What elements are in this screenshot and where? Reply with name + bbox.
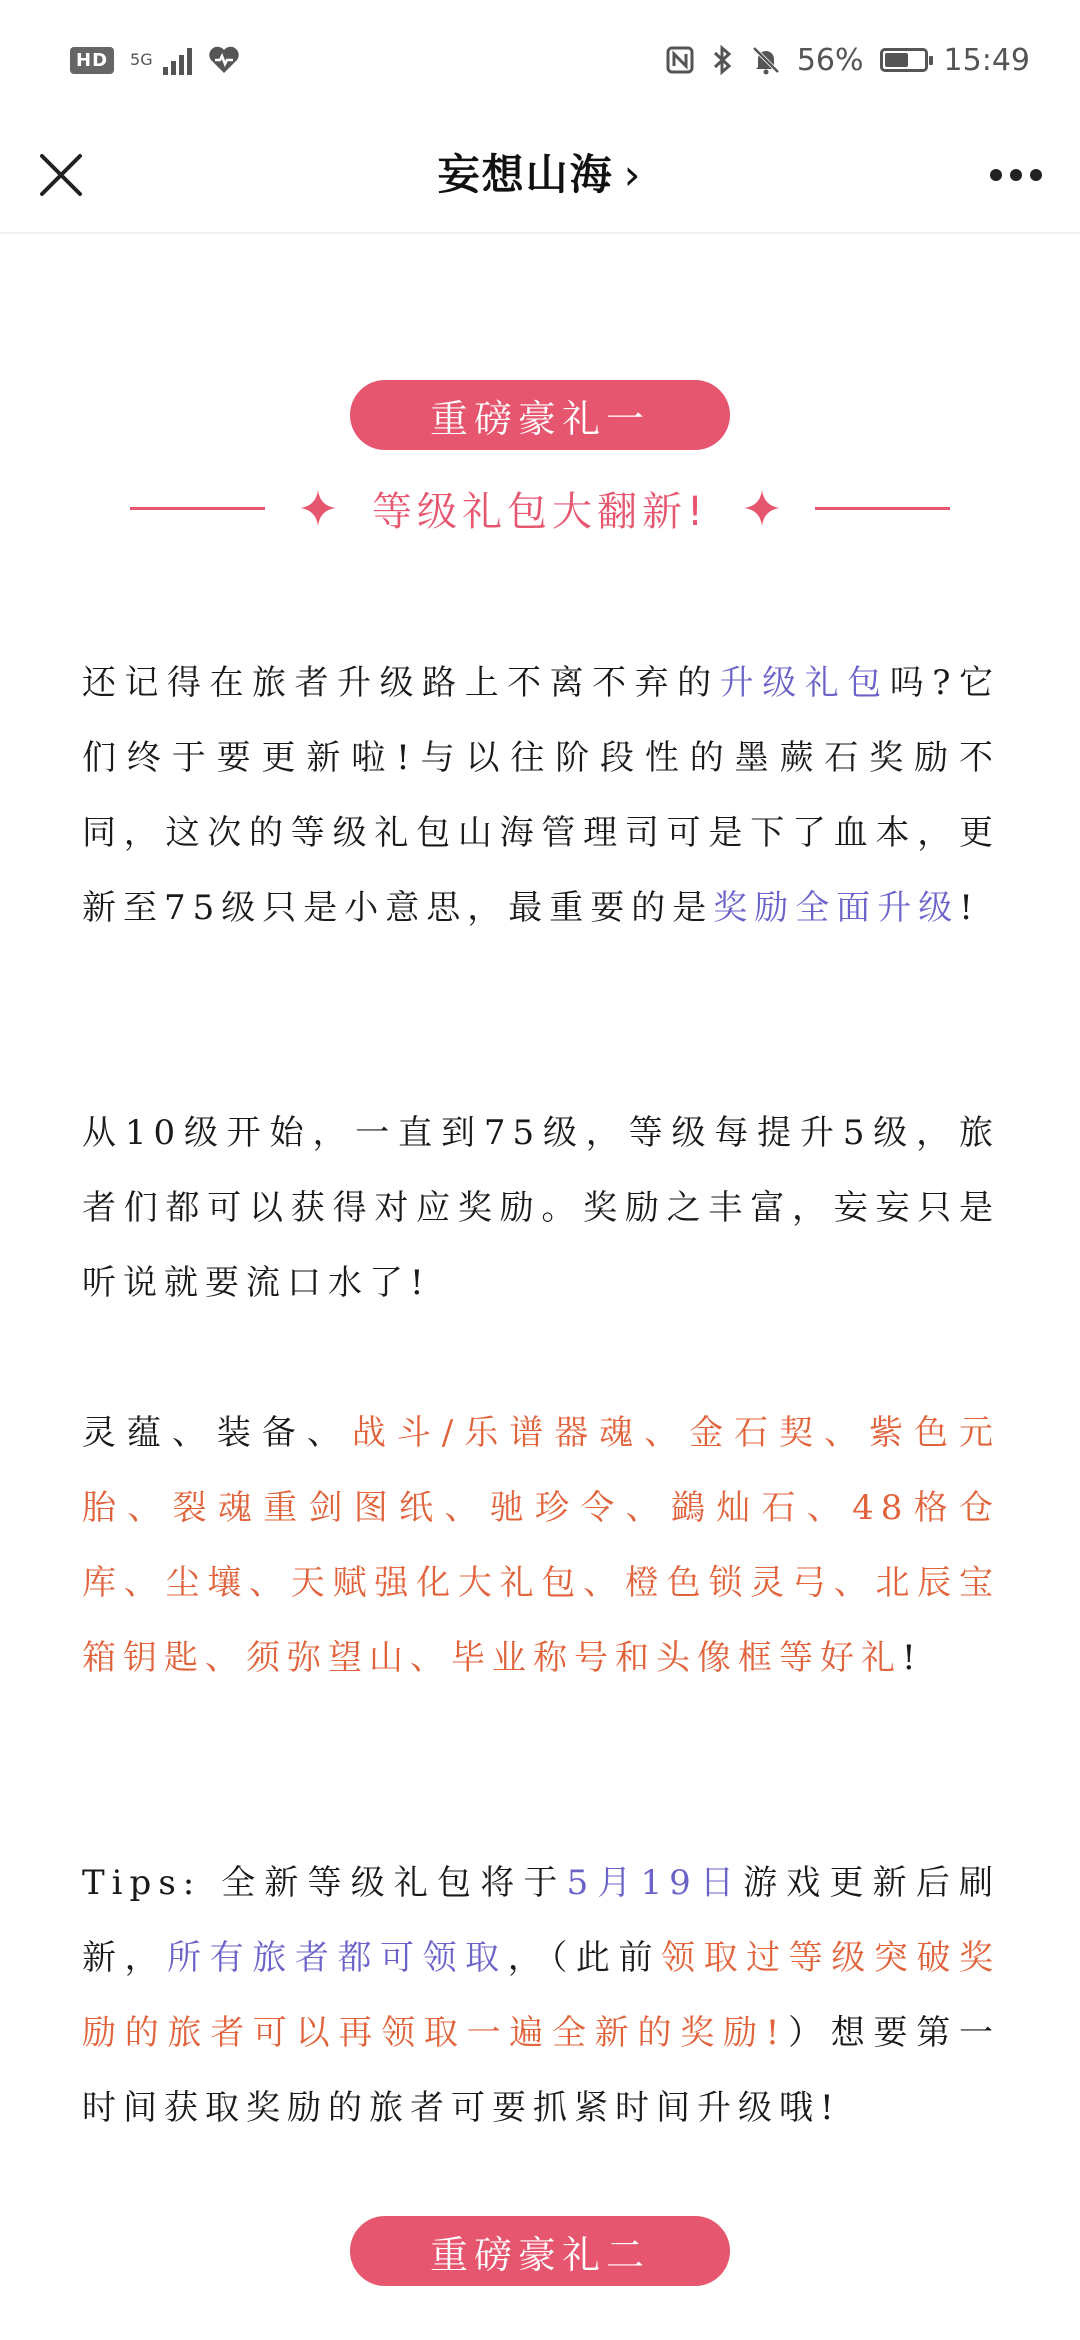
text-run: 吗?它们终于要更新啦!与以往阶段性的墨蕨石奖励不同，这次的等级礼包山海管理司可是下了血本，更新至75级只是小意思，最重要的是 — [82, 663, 1001, 928]
paragraph-4 — [82, 1846, 1000, 2146]
highlight-upgrade-pack: 升级礼包 — [719, 663, 890, 703]
sparkle-icon — [742, 488, 782, 528]
highlight-reclaim-note: 领取过等级突破奖励的旅者可以再领取一遍全新的奖励! — [82, 1938, 1001, 2053]
text-run: Tips: 全新等级礼包将于 — [82, 1863, 567, 1903]
highlight-date: 5月19日 — [566, 1863, 744, 1903]
section-subtitle-row — [130, 478, 950, 538]
text-run: 游戏更新后刷新， — [82, 1863, 1000, 1978]
text-run: 灵蕴、装备、 — [82, 1413, 352, 1453]
paragraph-2: 从10级开始，一直到75级，等级每提升5级，旅者们都可以获得对应奖励。奖励之丰富，妄妄只是听说就要流口水了! — [82, 1113, 1000, 1303]
text-run: 还记得在旅者升级路上不离不弃的 — [82, 663, 720, 703]
highlight-all-players: 所有旅者都可领取 — [167, 1938, 508, 1978]
signal-icon — [163, 45, 192, 75]
text-run: ，（此前 — [507, 1938, 662, 1978]
paragraph-1 — [82, 646, 1000, 946]
battery-icon — [880, 48, 928, 72]
heart-monitor-icon — [208, 45, 240, 75]
chevron-right-icon: › — [623, 150, 643, 199]
highlight-reward-list: 战斗/乐谱器魂、金石契、紫色元胎、裂魂重剑图纸、驰珍令、鷁灿石、48格仓库、尘壤、天赋强化大礼包、橙色锁灵弓、北辰宝箱钥匙、须弥望山、毕业称号和头像框等好礼 — [82, 1413, 1000, 1678]
account-title-link[interactable] — [0, 142, 1080, 202]
divider-line-right — [815, 507, 950, 510]
sparkle-icon — [298, 488, 338, 528]
bluetooth-icon — [711, 44, 735, 76]
nfc-icon — [665, 45, 695, 75]
text-run: ）想要第一时间获取奖励的旅者可要抓紧时间升级哦! — [82, 2013, 1000, 2128]
divider-line-left — [130, 507, 265, 510]
text-run: ! — [959, 888, 980, 928]
clock: 15:49 — [943, 42, 1030, 78]
network-label: 5G — [130, 50, 153, 69]
more-icon[interactable] — [986, 160, 1046, 190]
paragraph-3 — [82, 1396, 1000, 1696]
title-bar — [0, 120, 1080, 234]
highlight-reward-upgrade: 奖励全面升级 — [713, 888, 960, 928]
text-run: ! — [902, 1638, 923, 1678]
bell-muted-icon — [751, 45, 781, 75]
section-pill-1: 重磅豪礼一 — [350, 380, 730, 450]
battery-percent: 56% — [796, 42, 864, 78]
status-left — [70, 45, 240, 75]
status-right — [665, 43, 1030, 78]
section-pill-2: 重磅豪礼二 — [350, 2216, 730, 2286]
status-bar — [0, 0, 1080, 120]
section-subtitle: 等级礼包大翻新! — [371, 488, 709, 535]
page-title: 妄想山海 — [437, 150, 614, 199]
hd-badge: HD — [70, 47, 114, 74]
